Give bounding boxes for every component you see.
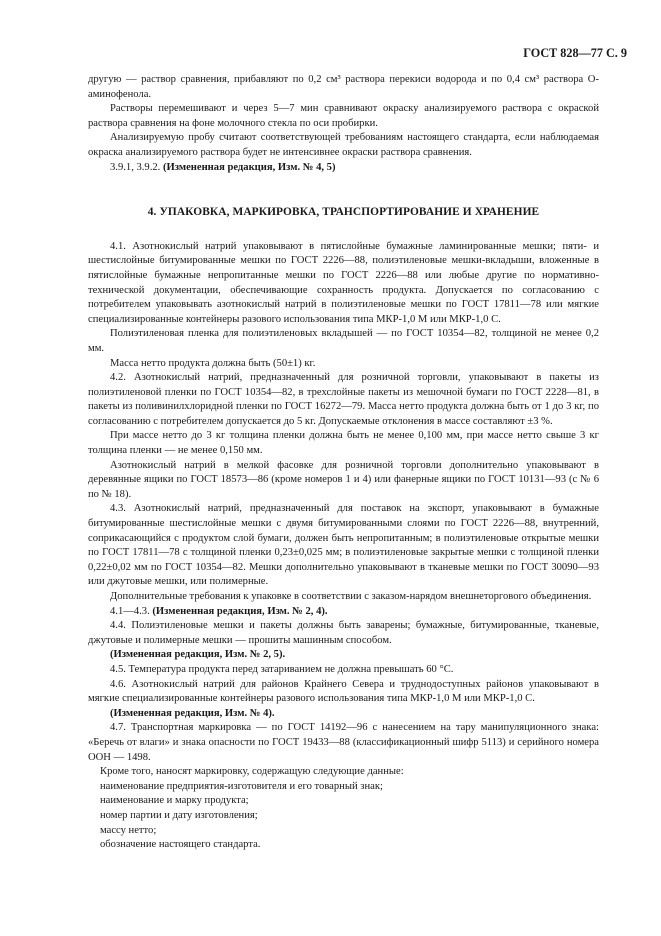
paragraph: 4.7. Транспортная маркировка — по ГОСТ 14192—96 с нанесением на тару манипуляционного знака: «Беречь от влаги» и знака опасности по ГОСТ 19433—88 (классификационный шифр 5113) и серийного номера ООН — 1498. <box>88 722 599 763</box>
paragraph: Масса нетто продукта должна быть (50±1) кг. <box>110 357 316 369</box>
list-item: наименование предприятия-изготовителя и его товарный знак; <box>100 780 383 792</box>
paragraph: Растворы перемешивают и через 5—7 мин сравнивают окраску анализируемого раствора с окраской раствора сравнения на фоне молочного стекла по оси пробирки. <box>88 103 599 129</box>
paragraph <box>88 605 599 620</box>
document-body <box>88 73 599 853</box>
paragraph: другую — раствор сравнения, прибавляют по 0,2 см³ раствора перекиси водорода и по 0,4 см³ раствора О-аминофенола. <box>88 74 599 100</box>
list-item: массу нетто; <box>100 824 157 836</box>
list-item: номер партии и дату изготовления; <box>100 809 258 821</box>
paragraph <box>88 161 599 176</box>
paragraph: 4.2. Азотнокислый натрий, предназначенный для розничной торговли, упаковывают в пакеты из полиэтиленовой пленки по ГОСТ 10354—82, в трехслойные пакеты из мешочной бумаги по ГОСТ 2228—81, в пакеты из поливинилхлоридной пленки по ГОСТ 16272—79. Масса нетто продукта должна быть от 1 до 3 кг, по согласованию с потребителем допускается до 5 кг. Допускаемые отклонения в массе составляют ±3 %. <box>88 372 599 427</box>
paragraph: Азотнокислый натрий в мелкой фасовке для розничной торговли дополнительно упаковывают в деревянные ящики по ГОСТ 18573—86 (кроме номеров 1 и 4) или фанерные ящики по ГОСТ 10131—93 (с № 6 по № 18). <box>88 459 599 500</box>
paragraph: Анализируемую пробу считают соответствующей требованиям настоящего стандарта, если наблюдаемая окраска анализируемого раствора будет не интенсивнее окраски раствора сравнения. <box>88 132 599 158</box>
amendment-note: (Измененная редакция, Изм. № 4). <box>110 707 275 719</box>
paragraph: 4.4. Полиэтиленовые мешки и пакеты должны быть заварены; бумажные, битумированные, тканевые, джутовые и полимерные мешки — прошиты машинным способом. <box>88 620 599 646</box>
amendment-note: (Измененная редакция, Изм. № 2, 4). <box>152 605 328 617</box>
page-header: ГОСТ 828—77 С. 9 <box>523 46 627 60</box>
marking-list <box>88 765 599 853</box>
clause-ref: 3.9.1, 3.9.2. <box>110 161 161 173</box>
list-item: Кроме того, наносят маркировку, содержащую следующие данные: <box>100 766 404 778</box>
amendment-note: (Измененная редакция, Изм. № 2, 5). <box>110 649 286 661</box>
paragraph: Дополнительные требования к упаковке в соответствии с заказом-нарядом внешнеторгового объединения. <box>110 591 592 602</box>
clause-ref: 4.1—4.3. <box>110 605 150 617</box>
section-title: 4. УПАКОВКА, МАРКИРОВКА, ТРАНСПОРТИРОВАНИЕ И ХРАНЕНИЕ <box>147 206 540 219</box>
list-item: наименование и марку продукта; <box>100 795 249 807</box>
amendment-note: (Измененная редакция, Изм. № 4, 5) <box>162 161 336 173</box>
paragraph: 4.6. Азотнокислый натрий для районов Крайнего Севера и труднодоступных районов упаковывают в мягкие специализированные контейнеры разового использования типа МКР-1,0 М или МКР-1,0 С. <box>88 678 599 705</box>
list-item: обозначение настоящего стандарта. <box>100 839 261 851</box>
paragraph: 4.1. Азотнокислый натрий упаковывают в пятислойные бумажные ламинированные мешки; пяти- и шестислойные битумированные мешки по ГОСТ 2226—88, полиэтиленовые мешки-вкладыши, вложенные в пятислойные бумажные непропитанные мешки по ГОСТ 2226—88 или любые другие по нормативно-технической документации, обеспечивающие сохранность продукта. Допускается по согласованию с потребителем упаковывать азотнокислый натрий в полиэтиленовые мешки по ГОСТ 17811—78 или мягкие специализированные контейнеры разового использования типа МКР-1,0 М или МКР-1,0 С. <box>88 240 599 325</box>
paragraph: Полиэтиленовая пленка для полиэтиленовых вкладышей — по ГОСТ 10354—82, толщиной не менее 0,2 мм. <box>88 328 599 354</box>
paragraph: 4.5. Температура продукта перед затариванием не должна превышать 60 °С. <box>110 663 454 675</box>
paragraph: При массе нетто до 3 кг толщина пленки должна быть не менее 0,100 мм, при массе нетто свыше 3 кг толщина пленки — не менее 0,150 мм. <box>88 430 599 457</box>
paragraph: 4.3. Азотнокислый натрий, предназначенный для поставок на экспорт, упаковывают в бумажные битумированные шестислойные мешки с двумя битумированными слоями по ГОСТ 2226—88, внутренний, соприкасающийся с продуктом слой бумаги, должен быть непропитанным; в полиэтиленовые открытые мешки по ГОСТ 17811—78 с толщиной пленки 0,23±0,025 мм; в полиэтиленовые закрытые мешки с толщиной пленки 0,22±0,02 мм по ГОСТ 10354—82. Мешки дополнительно упаковывают в тканевые мешки по ГОСТ 30090—93 или джутовые мешки, или полимерные. <box>88 503 599 588</box>
